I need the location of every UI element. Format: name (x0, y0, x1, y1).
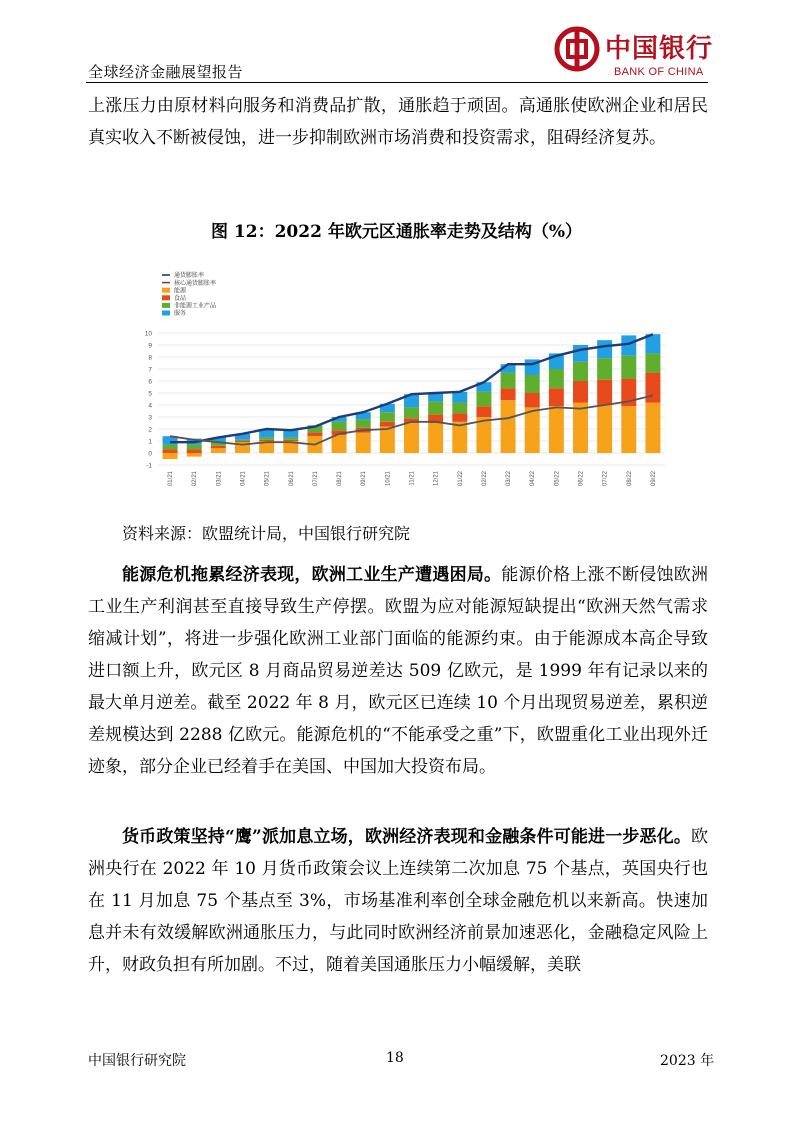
bar-segment (404, 423, 419, 453)
x-tick-label: 12/21 (433, 471, 440, 487)
y-tick-label: 10 (144, 330, 152, 338)
logo (554, 24, 714, 84)
bar-segment (597, 340, 612, 358)
bar-segment (259, 440, 274, 441)
legend-label: 核心通货膨胀率 (174, 279, 217, 287)
legend-label: 非能源工业产品 (174, 302, 217, 310)
header-title: 全球经济金融展望报告 (88, 63, 244, 81)
x-tick-label: 08/22 (626, 471, 633, 487)
bar-segment (573, 381, 588, 403)
bar-segment (452, 422, 467, 453)
x-tick-label: 02/21 (192, 471, 199, 487)
x-tick-label: 11/21 (409, 471, 416, 486)
x-tick-label: 01/22 (457, 471, 464, 487)
x-tick-label: 07/21 (312, 471, 319, 487)
bar-segment (452, 413, 467, 421)
bar-segment (621, 406, 636, 453)
bar-segment (597, 405, 612, 453)
bar-segment (501, 400, 516, 453)
bar-segment (187, 453, 202, 457)
x-tick-label: 04/22 (530, 471, 537, 487)
x-tick-label: 03/22 (506, 471, 513, 487)
bar-segment (428, 423, 443, 453)
bar-segment (645, 373, 660, 403)
boc-logo-icon (554, 26, 600, 72)
legend-label: 食品 (174, 295, 187, 302)
paragraph-1: 上涨压力由原材料向服务和消费品扩散，通胀趋于顽固。高通胀使欧洲企业和居民真实收入不断被侵蚀，进一步抑制欧洲市场消费和投资需求，阻碍经济复苏。 (88, 96, 708, 148)
bar-segment (476, 392, 491, 406)
y-tick-label: 7 (148, 366, 152, 374)
bar-segment (621, 335, 636, 355)
x-tick-label: 06/22 (578, 471, 585, 487)
bar-segment (332, 422, 347, 430)
y-tick-label: 6 (148, 378, 152, 386)
footer-page-number: 18 (386, 1050, 404, 1066)
bar-segment (380, 422, 395, 427)
x-tick-label: 05/22 (554, 471, 561, 487)
bar-segment (597, 358, 612, 380)
bar-segment (452, 403, 467, 414)
bar-segment (573, 403, 588, 453)
bar-segment (428, 401, 443, 414)
y-tick-label: 5 (148, 390, 152, 398)
y-tick-label: 8 (148, 354, 152, 362)
bar-segment (525, 407, 540, 453)
bar-segment (573, 362, 588, 381)
logo-cn-text: 中国银行 (605, 34, 714, 64)
x-tick-label: 06/21 (288, 471, 295, 487)
x-tick-label: 01/21 (168, 471, 175, 487)
bar-segment (404, 407, 419, 418)
legend-color-swatch (162, 295, 170, 300)
paragraph-2 (88, 559, 708, 783)
bar-segment (380, 427, 395, 453)
bar-segment (525, 375, 540, 393)
y-tick-label: 3 (148, 414, 152, 422)
bar-segment (163, 445, 178, 450)
x-tick-label: 07/22 (602, 471, 609, 487)
paragraph-3 (88, 821, 708, 981)
x-tick-label: 10/21 (385, 471, 392, 487)
figure-title: 图 12：2022 年欧元区通胀率走势及结构（%） (211, 222, 582, 242)
x-tick-label: 04/21 (240, 471, 247, 487)
legend-label: 通货膨胀率 (174, 272, 205, 280)
bar-segment (187, 449, 202, 453)
y-tick-label: 2 (148, 426, 152, 434)
bar-segment (211, 446, 226, 448)
y-tick-label: -1 (146, 462, 152, 470)
bar-segment (283, 437, 298, 439)
bar-segment (476, 406, 491, 417)
bar-segment (501, 373, 516, 389)
bar-segment (163, 453, 178, 459)
bar-segment (332, 435, 347, 453)
bar-segment (549, 369, 564, 388)
x-tick-label: 05/21 (264, 471, 271, 487)
x-tick-label: 09/22 (650, 471, 657, 487)
bar-segment (573, 345, 588, 362)
x-tick-label: 09/21 (361, 471, 368, 487)
x-tick-label: 02/22 (481, 471, 488, 487)
legend-label: 服务 (174, 310, 187, 318)
y-tick-label: 9 (148, 342, 152, 350)
bar-segment (163, 449, 178, 453)
paragraph-3-lead: 货币政策坚持“鹰”派加息立场，欧洲经济表现和金融条件可能进一步恶化。 (122, 827, 691, 847)
bar-segment (356, 433, 371, 453)
logo-en-text: BANK OF CHINA (614, 66, 704, 78)
legend-color-swatch (162, 288, 170, 293)
paragraph-2-body: 能源价格上涨不断侵蚀欧洲工业生产利润甚至直接导致生产停摆。欧盟为应对能源短缺提出“欧洲天然气需求缩减计划”，将进一步强化欧洲工业部门面临的能源约束。由于能源成本高企导致进口额上升，欧元区 8 月商品贸易逆差达 509 亿欧元，是 1999 年有记录以来的最大单月逆差。截至 2022 年 8 月，欧元区已连续 10 个月出现贸易逆差，累积逆差规模达到 2288 亿欧元。能源危机的“不能承受之重”下，欧盟重化工业出现外迁迹象，部分企业已经着手在美国、中国加大投资布局。 (88, 565, 709, 777)
bar-segment (501, 388, 516, 400)
bar-segment (380, 412, 395, 422)
y-tick-label: 4 (148, 402, 152, 410)
bar-segment (211, 448, 226, 453)
bar-segment (452, 392, 467, 403)
bar-segment (597, 380, 612, 405)
bar-segment (621, 356, 636, 379)
bar-segment (645, 403, 660, 453)
bar-segment (187, 445, 202, 450)
figure-source: 资料来源：欧盟统计局，中国银行研究院 (122, 524, 411, 543)
y-tick-label: 0 (148, 450, 152, 458)
y-tick-label: 1 (148, 438, 152, 446)
bar-segment (356, 419, 371, 427)
bar-segment (283, 440, 298, 441)
legend-color-swatch (162, 311, 170, 316)
footer-left: 中国银行研究院 (88, 1053, 186, 1069)
footer-right: 2023 年 (660, 1053, 715, 1069)
bar-segment (525, 393, 540, 407)
bar-segment (549, 406, 564, 453)
bar-segment (235, 440, 250, 441)
bar-segment (549, 388, 564, 406)
bar-segment (259, 437, 274, 439)
inflation-chart (140, 265, 680, 510)
bar-segment (645, 353, 660, 372)
x-tick-label: 08/21 (337, 471, 344, 487)
bar-segment (235, 441, 250, 442)
bar-segment (307, 433, 322, 437)
x-tick-label: 03/21 (216, 471, 223, 487)
paragraph-3-body: 欧洲央行在 2022 年 10 月货币政策会议上连续第二次加息 75 个基点，英国央行也在 11 月加息 75 个基点至 3%，市场基准利率创全球金融危机以来新高。快速加息并未有效缓解欧洲通胀压力，与此同时欧洲经济前景加速恶化，金融稳定风险上升，财政负担有所加剧。不过，随着美国通胀压力小幅缓解，美联 (88, 827, 708, 975)
header-rule (86, 82, 708, 83)
paragraph-2-lead: 能源危机拖累经济表现，欧洲工业生产遭遇困局。 (122, 565, 502, 585)
legend-color-swatch (162, 303, 170, 308)
legend-label: 能源 (174, 287, 187, 295)
